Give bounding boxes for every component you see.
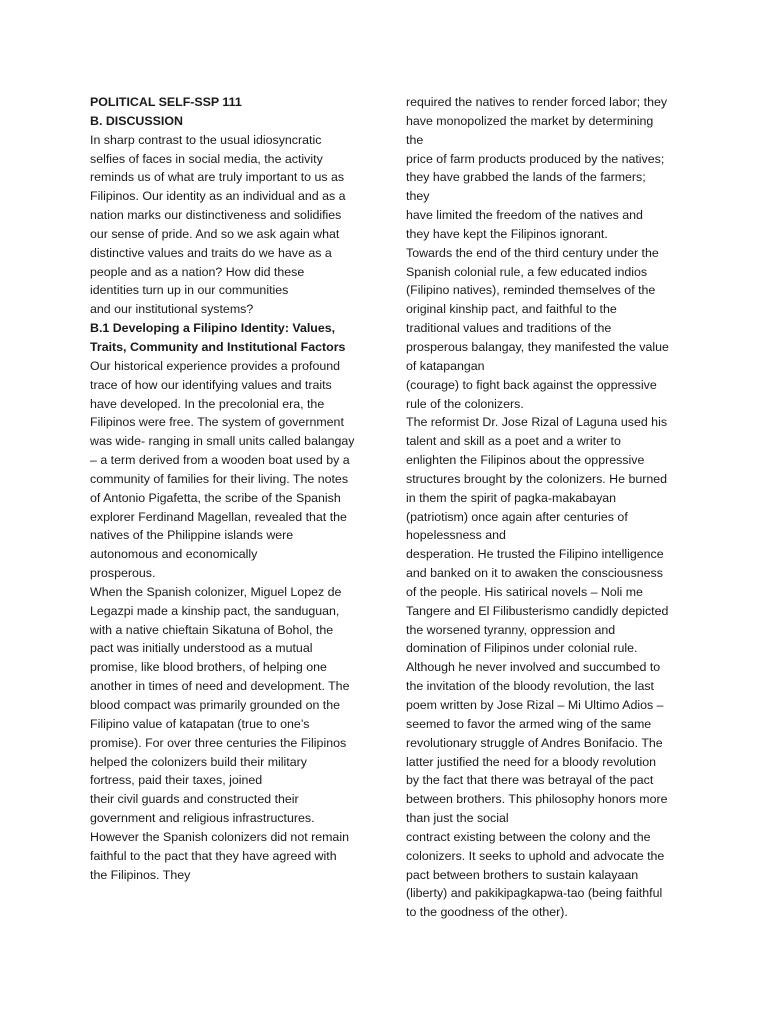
left-column-text-line: pact was initially understood as a mutual [90, 641, 313, 656]
right-column-text-line: required the natives to render forced labor; they [406, 95, 668, 109]
left-column-text-line: promise, like blood brothers, of helping one [90, 660, 327, 675]
right-column-text-line: price of farm products produced by the natives; [406, 151, 665, 166]
right-column-text-line: have monopolized the market by determining [406, 113, 654, 128]
right-column-text-line: Towards the end of the third century under the [406, 245, 659, 260]
left-column-heading-line: POLITICAL SELF-SSP 111 [90, 95, 242, 109]
right-column-text-line: (Filipino natives), reminded themselves of the [406, 283, 656, 298]
right-column-text-line: than just the social [406, 811, 509, 826]
right-column-text-line: they have grabbed the lands of the farmers; [406, 170, 646, 185]
left-column-text-line: fortress, paid their taxes, joined [90, 773, 263, 788]
left-column-heading-line: B. DISCUSSION [90, 113, 183, 128]
right-column-text-line: colonizers. It seeks to uphold and advocate the [406, 848, 665, 863]
left-column-heading-line: B.1 Developing a Filipino Identity: Values, [90, 321, 336, 336]
left-column-text-line: helped the colonizers build their military [90, 754, 307, 769]
right-column-text-line: the worsened tyranny, oppression and [406, 622, 616, 637]
right-column-text-line: structures brought by the colonizers. He burned [406, 471, 668, 486]
left-column-heading-line: Traits, Community and Institutional Factors [90, 339, 346, 354]
left-column-text-line: distinctive values and traits do we have as a [90, 245, 332, 260]
right-column-text-line: talent and skill as a poet and a writer to [406, 434, 621, 449]
right-column-text-line: latter justified the need for a bloody revolution [406, 754, 657, 769]
right-column-text-line: original kinship pact, and faithful to the [406, 302, 617, 317]
right-column-text-line: (patriotism) once again after centuries of [406, 509, 628, 524]
right-column-text-line: traditional values and traditions of the [406, 321, 612, 336]
right-column-text-line: Spanish colonial rule, a few educated indios [406, 264, 648, 279]
right-column [406, 93, 684, 922]
left-column-text-line: explorer Ferdinand Magellan, revealed that the [90, 509, 347, 524]
right-column-text-line: of the people. His satirical novels – Noli me [406, 584, 643, 599]
left-column-text-line: selfies of faces in social media, the activity [90, 151, 323, 166]
left-column-text-line: identities turn up in our communities [90, 283, 289, 298]
right-column-text-line: desperation. He trusted the Filipino intelligence [406, 547, 664, 562]
left-column-text-line: In sharp contrast to the usual idiosyncratic [90, 132, 322, 147]
left-column-text-line: Legazpi made a kinship pact, the sanduguan, [90, 603, 340, 618]
right-column-text-line: enlighten the Filipinos about the oppressive [406, 453, 645, 468]
right-column-text-line: prosperous balangay, they manifested the value [406, 339, 669, 354]
right-column-text-line: the invitation of the bloody revolution, the last [406, 679, 654, 694]
right-column-text-line: Although he never involved and succumbed to [406, 660, 661, 675]
left-column-text-line: trace of how our identifying values and traits [90, 377, 332, 392]
left-column-text-line: people and as a nation? How did these [90, 264, 305, 279]
right-column-text-line: contract existing between the colony and the [406, 829, 651, 844]
left-column-text-line: Filipinos were free. The system of government [90, 415, 344, 430]
left-column-text-line: Our historical experience provides a profound [90, 358, 341, 373]
left-column [90, 93, 362, 884]
right-column-text-line: Tangere and El Filibusterismo candidly depicted [406, 603, 669, 618]
left-column-text-line: was wide- ranging in small units called balangay [90, 434, 355, 449]
left-column-text-line: Filipino value of katapatan (true to one’s [90, 716, 310, 731]
right-column-text-line: they [406, 189, 430, 204]
right-column-text-line: of katapangan [406, 358, 485, 373]
right-column-text-line: seemed to favor the armed wing of the same [406, 716, 652, 731]
right-column-text-line: pact between brothers to sustain kalayaan [406, 867, 639, 882]
left-column-text-line: – a term derived from a wooden boat used by a [90, 453, 350, 468]
left-column-text-line: When the Spanish colonizer, Miguel Lopez de [90, 584, 342, 599]
right-column-text-line: poem written by Jose Rizal – Mi Ultimo Adios – [406, 698, 664, 712]
left-column-text-line: Filipinos. Our identity as an individual and as a [90, 189, 346, 204]
right-column-text-line: hopelessness and [406, 528, 506, 543]
right-column-text-line: to the goodness of the other). [406, 905, 568, 920]
left-column-text-line: natives of the Philippine islands were [90, 528, 294, 543]
left-column-text-line: However the Spanish colonizers did not remain [90, 829, 349, 844]
right-column-text-line: (liberty) and pakikipagkapwa-tao (being faithful [406, 886, 663, 901]
right-column-text-line: they have kept the Filipinos ignorant. [406, 226, 608, 241]
right-column-text-line: by the fact that there was betrayal of the pact [406, 773, 654, 788]
left-column-text-line: blood compact was primarily grounded on the [90, 698, 341, 712]
left-column-text-line: with a native chieftain Sikatuna of Bohol, the [90, 622, 334, 637]
left-column-text-line: nation marks our distinctiveness and solidifies [90, 208, 342, 223]
left-column-text-line: their civil guards and constructed their [90, 792, 299, 807]
left-column-text-line: prosperous. [90, 566, 156, 581]
right-column-text-line: between brothers. This philosophy honors more [406, 792, 668, 807]
left-column-text-line: and our institutional systems? [90, 302, 254, 317]
left-column-text-line: another in times of need and development. The [90, 679, 350, 694]
left-column-text-line: the Filipinos. They [90, 867, 191, 882]
left-column-text-line: reminds us of what are truly important to us as [90, 170, 345, 185]
right-column-text-line: have limited the freedom of the natives and [406, 208, 643, 223]
left-column-text-line: government and religious infrastructures. [90, 811, 315, 826]
right-column-text-line: the [406, 132, 424, 147]
left-column-text-line: community of families for their living. The notes [90, 471, 349, 486]
right-column-text-line: revolutionary struggle of Andres Bonifacio. The [406, 735, 663, 750]
left-column-text-line: our sense of pride. And so we ask again what [90, 226, 340, 241]
right-column-text-line: The reformist Dr. Jose Rizal of Laguna used his [406, 415, 668, 430]
right-column-text-line: rule of the colonizers. [406, 396, 524, 411]
left-column-text-line: have developed. In the precolonial era, the [90, 396, 325, 411]
left-column-text-line: promise). For over three centuries the Filipinos [90, 735, 347, 750]
right-column-text-line: domination of Filipinos under colonial rule. [406, 641, 638, 656]
left-column-text-line: faithful to the pact that they have agreed with [90, 848, 337, 863]
left-column-text-line: of Antonio Pigafetta, the scribe of the Spanish [90, 490, 341, 505]
left-column-text-line: autonomous and economically [90, 547, 258, 562]
right-column-text-line: (courage) to fight back against the oppressive [406, 377, 657, 392]
right-column-text-line: and banked on it to awaken the consciousness [406, 566, 663, 581]
right-column-text-line: in them the spirit of pagka-makabayan [406, 490, 617, 505]
